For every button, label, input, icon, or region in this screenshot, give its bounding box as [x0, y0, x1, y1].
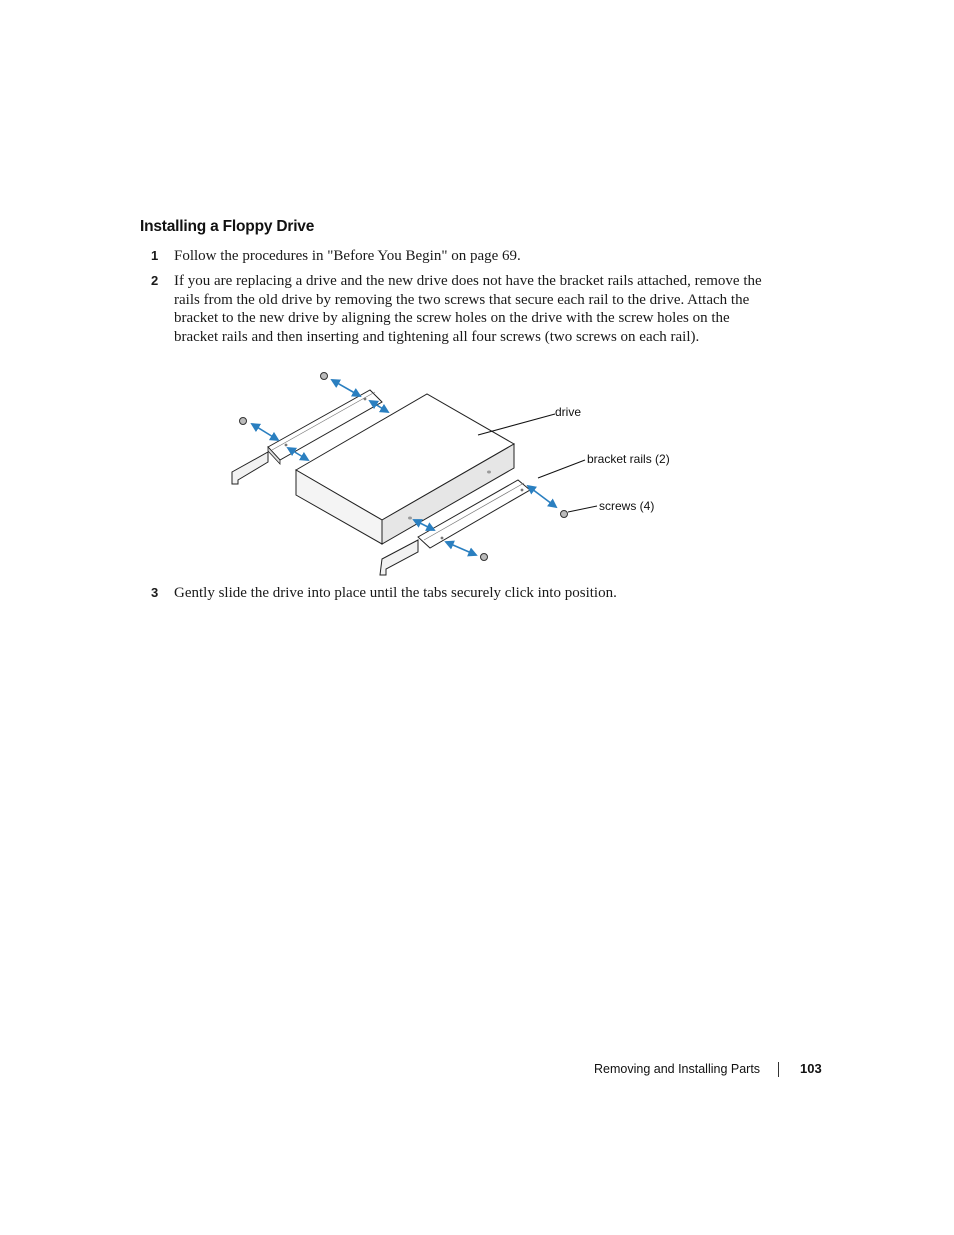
- leader-screws: [568, 506, 597, 512]
- step-number: 1: [151, 248, 159, 263]
- arrow: [414, 520, 434, 530]
- section-heading: Installing a Floppy Drive: [140, 218, 315, 235]
- screw-icon: [561, 511, 568, 518]
- callout-bracket-rails: bracket rails (2): [587, 452, 670, 466]
- drive-rail-illustration: [210, 362, 690, 592]
- footer-section-title: Removing and Installing Parts: [594, 1062, 761, 1076]
- screw-icon: [321, 373, 328, 380]
- footer-divider: [778, 1062, 779, 1077]
- callout-screws: screws (4): [599, 499, 655, 513]
- step-number: 3: [151, 585, 159, 600]
- screw-icon: [481, 554, 488, 561]
- callout-drive: drive: [555, 405, 582, 419]
- step-number: 2: [151, 273, 159, 288]
- arrow: [446, 542, 476, 555]
- step-text: If you are replacing a drive and the new drive does not have the bracket rails attached, remove the rails from the old drive by removing the two screws that secure each rail to the drive. Attach the bracket to the new drive by aligning the screw holes on the drive with the screw holes on the bracket rails and then inserting and tightening all four screws (two screws on each rail).: [174, 273, 762, 345]
- leader-rails: [538, 460, 585, 478]
- arrow: [528, 486, 556, 507]
- arrow: [332, 380, 360, 396]
- step-text: Gently slide the drive into place until the tabs securely click into position.: [174, 585, 617, 601]
- step-text: Follow the procedures in "Before You Begin" on page 69.: [174, 248, 521, 264]
- arrow: [252, 424, 278, 440]
- screw-icon: [240, 418, 247, 425]
- illustration-svg: [210, 362, 690, 587]
- page-number: 103: [800, 1061, 822, 1076]
- leader-drive: [478, 414, 555, 435]
